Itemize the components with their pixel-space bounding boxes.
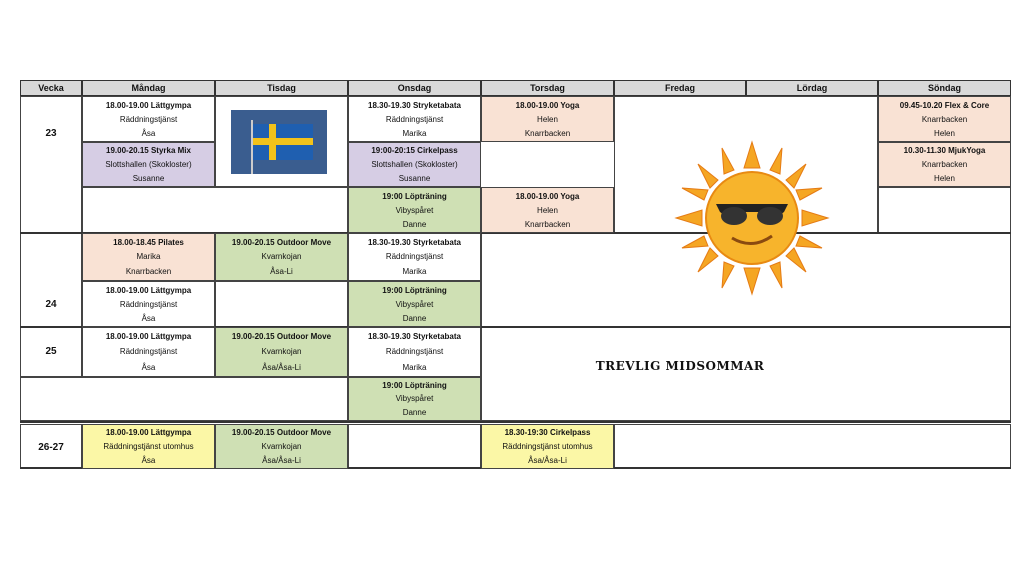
- session-place: Knarrbacken: [921, 114, 968, 124]
- header-onsdag: Onsdag: [348, 80, 481, 96]
- session-cell: [348, 327, 481, 377]
- session-place: Vibyspåret: [395, 299, 434, 309]
- session-title: 18.00-19.00 Lättgympa: [105, 100, 192, 110]
- session-title: 19.00-20.15 Outdoor Move: [231, 237, 332, 247]
- session-leader: Åsa/Åsa-Li: [262, 455, 301, 465]
- session-cell: [878, 96, 1011, 142]
- session-cell: [215, 327, 348, 377]
- session-title: 19.00-20.15 Outdoor Move: [231, 332, 332, 342]
- header-lordag: Lördag: [746, 80, 878, 96]
- session-title: 18.00-19.00 Yoga: [515, 191, 580, 201]
- week-label: 25: [45, 346, 57, 357]
- session-place: Knarrbacken: [921, 159, 968, 169]
- session-leader: Åsa: [141, 455, 156, 465]
- session-cell: [82, 96, 215, 142]
- header-vecka: Vecka: [20, 80, 82, 96]
- session-cell: [82, 233, 215, 281]
- session-leader: Åsa: [141, 313, 156, 323]
- session-place: Räddningstjänst: [385, 114, 444, 124]
- session-title: 19:00 Löpträning: [382, 381, 447, 391]
- header-sondag: Söndag: [878, 80, 1011, 96]
- week-col-23: [20, 96, 82, 233]
- header-mandag: Måndag: [82, 80, 215, 96]
- session-place: Räddningstjänst: [119, 114, 178, 124]
- session-leader: Danne: [402, 313, 427, 323]
- session-leader: Susanne: [132, 173, 165, 183]
- session-title: 18.00-19.00 Lättgympa: [105, 428, 192, 438]
- session-cell: [348, 233, 481, 281]
- session-cell: [481, 96, 614, 142]
- session-cell: [82, 327, 215, 377]
- session-title: 19.00-20.15 Styrka Mix: [106, 146, 191, 156]
- session-leader: Marika: [402, 128, 427, 138]
- session-cell: [215, 424, 348, 469]
- week-col-24: [20, 233, 82, 327]
- session-title: 18.30-19.30 Styrketabata: [368, 332, 461, 342]
- session-place: Räddningstjänst utomhus: [502, 441, 593, 451]
- session-title: 18.00-19.00 Lättgympa: [105, 285, 192, 295]
- session-cell: [878, 142, 1011, 187]
- session-leader: Susanne: [398, 173, 431, 183]
- session-cell: [481, 187, 614, 233]
- session-leader: Åsa-Li: [270, 267, 293, 277]
- session-leader: Helen: [934, 128, 955, 138]
- thu-sun-w25: [481, 327, 1011, 421]
- session-leader: Knarrbacken: [524, 219, 571, 229]
- session-place: Vibyspåret: [395, 205, 434, 215]
- fri-sun-empty-w26: [614, 424, 1011, 469]
- session-leader: Åsa: [141, 362, 156, 372]
- header-torsdag: Torsdag: [481, 80, 614, 96]
- session-cell: [82, 142, 215, 187]
- session-place: Slottshallen (Skokloster): [105, 159, 192, 169]
- session-place: Slottshallen (Skokloster): [371, 159, 458, 169]
- session-title: 19:00-20:15 Cirkelpass: [371, 146, 458, 156]
- week-label: 23: [45, 128, 57, 139]
- session-cell: [348, 96, 481, 142]
- header-tisdag: Tisdag: [215, 80, 348, 96]
- tue-empty-w24: [215, 281, 348, 327]
- session-place: Räddningstjänst utomhus: [103, 441, 194, 451]
- session-title: 18.30-19.30 Stryketabata: [368, 100, 461, 110]
- session-leader: Åsa/Åsa-Li: [262, 362, 301, 372]
- sweden-flag-icon: [231, 110, 327, 174]
- session-leader: Åsa/Åsa-Li: [528, 455, 567, 465]
- session-title: 19:00 Löpträning: [382, 191, 447, 201]
- empty-mon-tue-w23: [82, 187, 348, 233]
- session-cell: [348, 281, 481, 327]
- week-label: 26-27: [38, 442, 64, 453]
- session-place: Räddningstjänst: [119, 347, 178, 357]
- session-cell: [82, 281, 215, 327]
- session-title: 10.30-11.30 MjukYoga: [903, 146, 986, 156]
- session-title: 18.00-19.00 Yoga: [515, 100, 580, 110]
- session-place: Räddningstjänst: [119, 299, 178, 309]
- session-cell: [348, 187, 481, 233]
- session-cell: [348, 377, 481, 421]
- session-title: 19.00-20.15 Outdoor Move: [231, 428, 332, 438]
- sun-empty-w23: [878, 187, 1011, 233]
- week-label: 24: [45, 299, 57, 310]
- session-place: Kvarnkojan: [261, 441, 302, 451]
- session-title: 09.45-10.20 Flex & Core: [899, 100, 990, 110]
- session-leader: Danne: [402, 407, 427, 417]
- midsommar-banner: TREVLIG MIDSOMMAR: [595, 359, 765, 373]
- wed-empty-w26: [348, 424, 481, 469]
- session-place: Vibyspåret: [395, 394, 434, 404]
- session-cell: [481, 424, 614, 469]
- session-leader: Marika: [402, 362, 427, 372]
- session-leader: Knarrbacken: [125, 267, 172, 277]
- session-cell: [82, 424, 215, 469]
- sun-with-sunglasses-icon: [672, 138, 832, 298]
- session-title: 19:00 Löpträning: [382, 285, 447, 295]
- session-place: Räddningstjänst: [385, 347, 444, 357]
- session-leader: Helen: [934, 173, 955, 183]
- session-leader: Marika: [402, 267, 427, 277]
- mon-tue-empty-w25: [20, 377, 348, 421]
- session-title: 18.00-18.45 Pilates: [113, 237, 184, 247]
- session-leader: Knarrbacken: [524, 128, 571, 138]
- session-title: 18.00-19.00 Lättgympa: [105, 332, 192, 342]
- divider-w25: [20, 421, 1011, 423]
- session-cell: [215, 233, 348, 281]
- header-fredag: Fredag: [614, 80, 746, 96]
- session-place: Kvarnkojan: [261, 252, 302, 262]
- session-title: 18.30-19.30 Styrketabata: [368, 237, 461, 247]
- session-title: 18.30-19:30 Cirkelpass: [504, 428, 591, 438]
- session-leader: Åsa: [141, 128, 156, 138]
- session-place: Helen: [537, 205, 558, 215]
- session-place: Marika: [136, 252, 161, 262]
- session-leader: Danne: [402, 219, 427, 229]
- session-place: Kvarnkojan: [261, 347, 302, 357]
- session-cell: [348, 142, 481, 187]
- session-place: Räddningstjänst: [385, 252, 444, 262]
- session-place: Helen: [537, 114, 558, 124]
